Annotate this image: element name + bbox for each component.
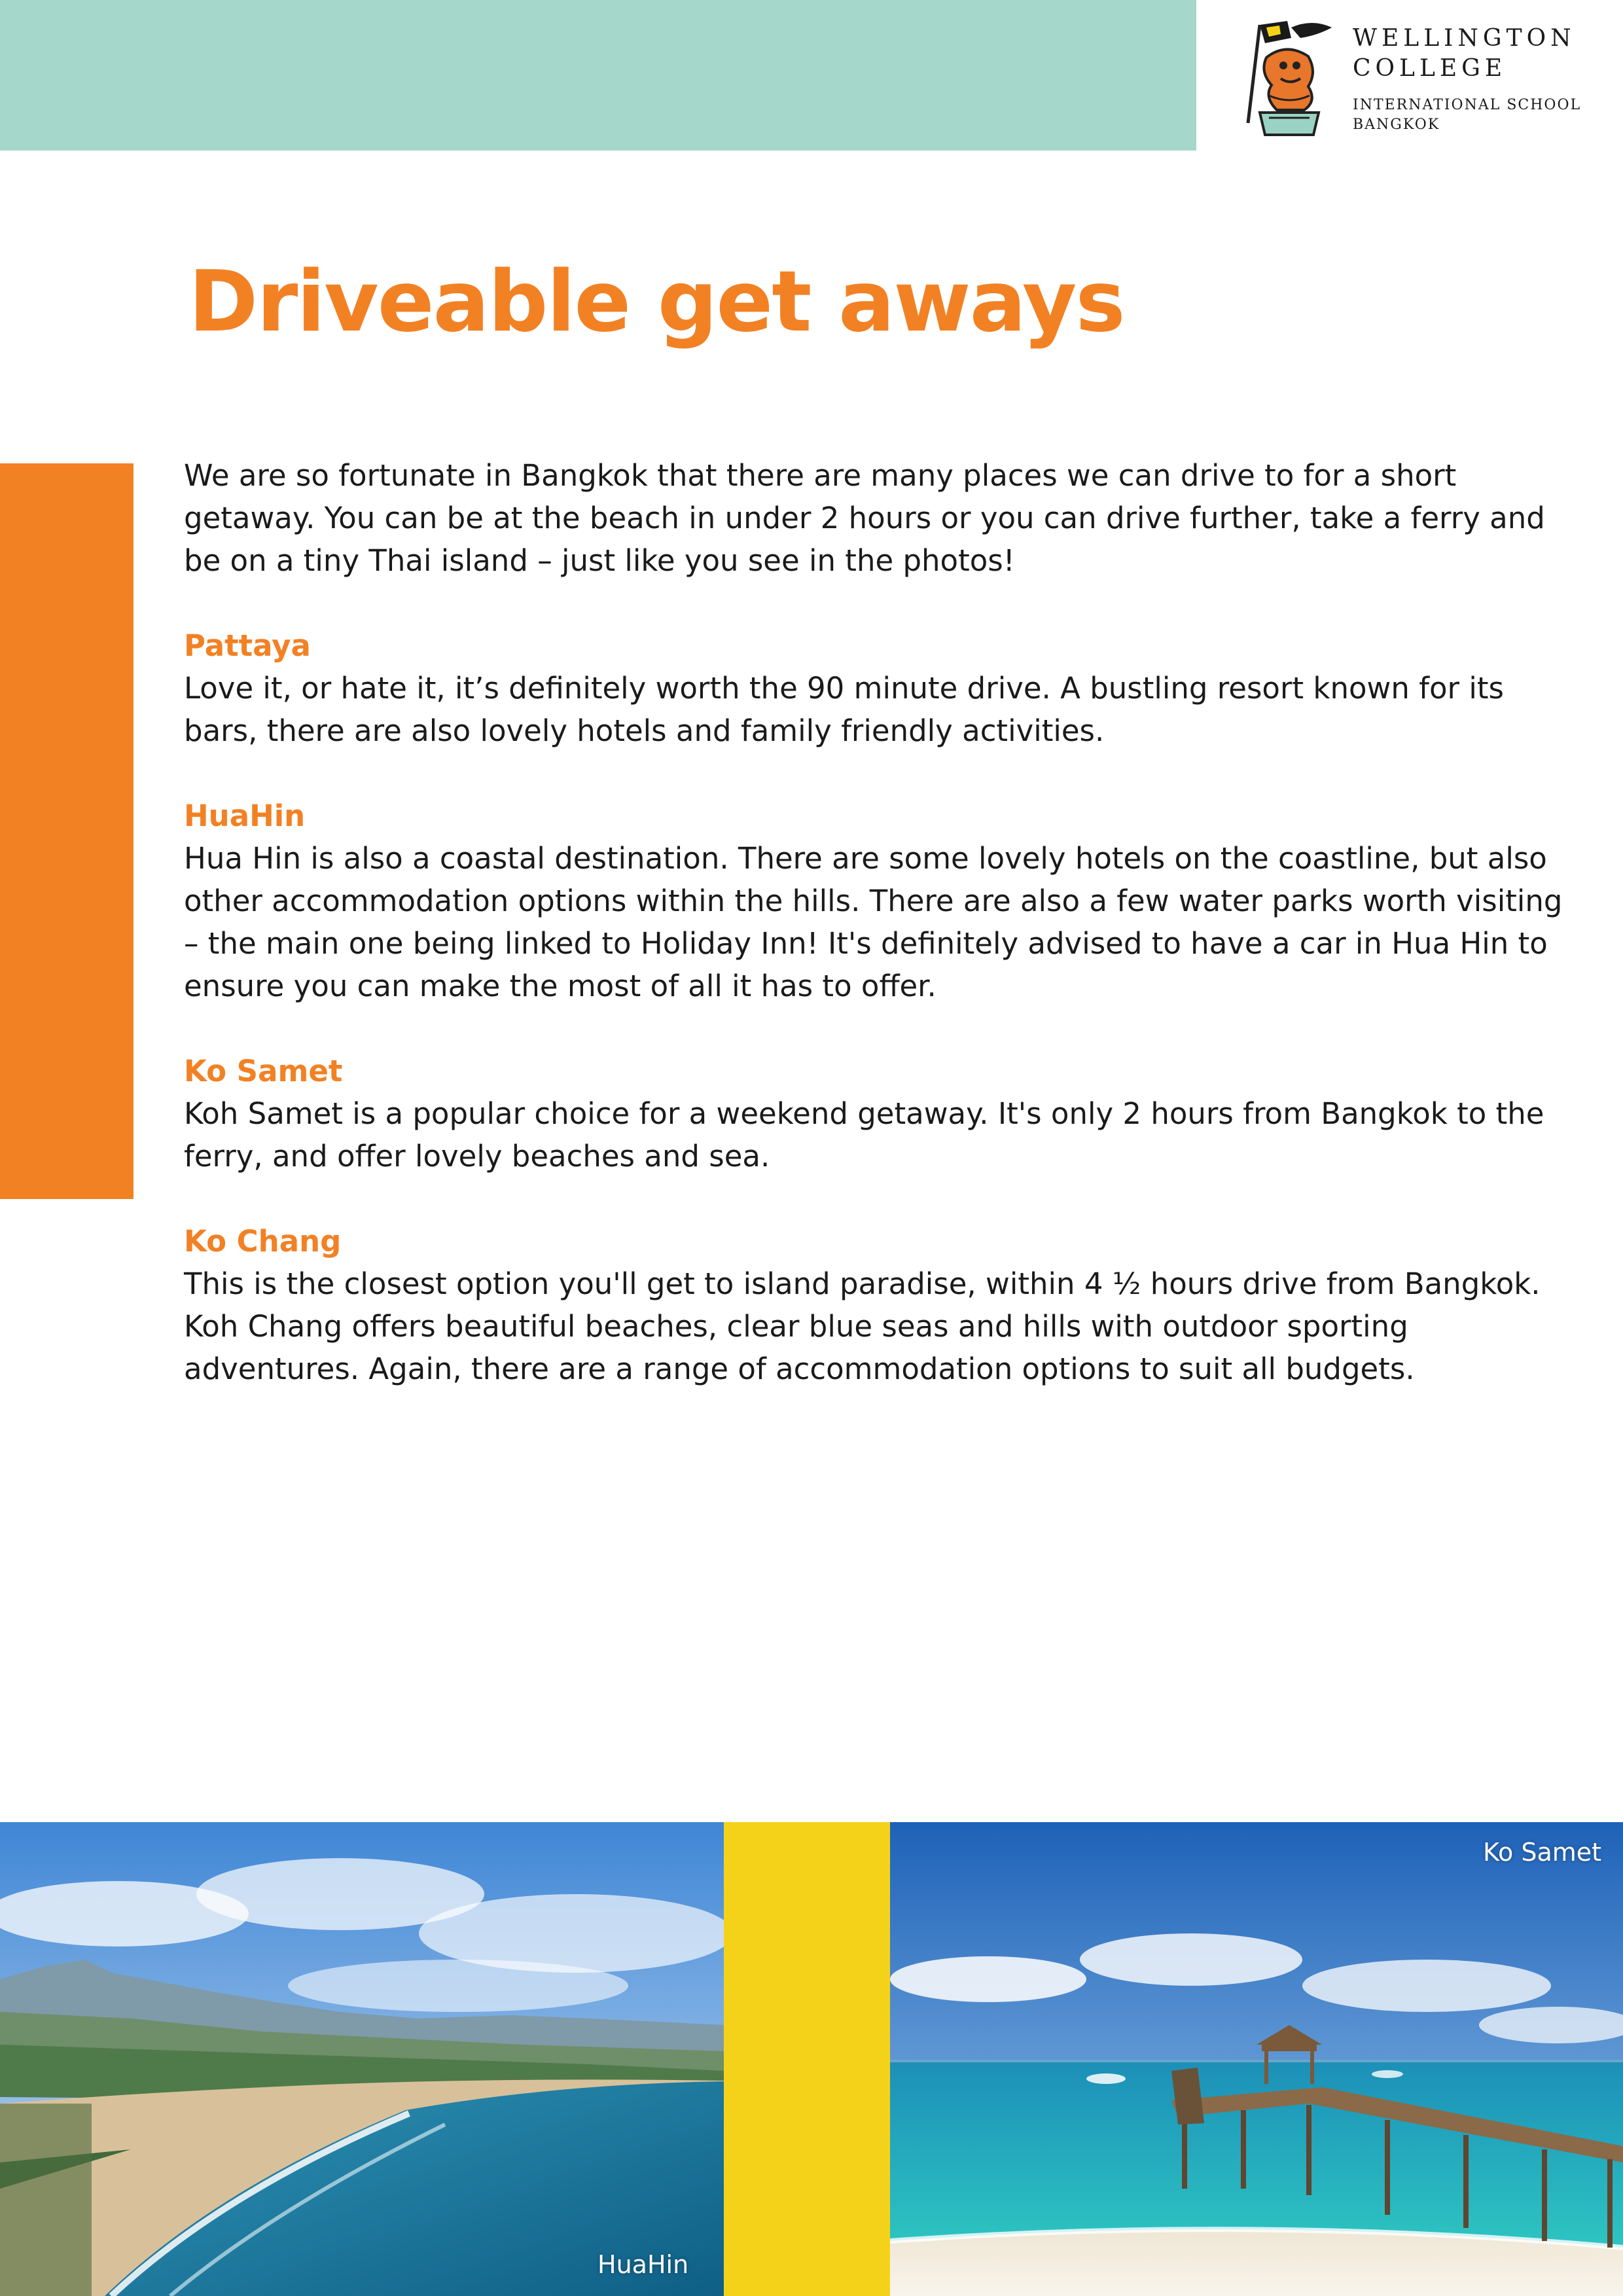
logo-sub-line2: BANGKOK (1353, 117, 1440, 133)
orange-side-bar (0, 463, 134, 1199)
section-heading: Pattaya (184, 628, 311, 663)
section-huahin (184, 795, 1584, 1007)
section-heading: HuaHin (184, 798, 306, 833)
intro-paragraph: We are so fortunate in Bangkok that there are many places we can drive to for a short getaway. You can be at the beach in under 2 hours or you can drive further, take a ferry and be on a tiny Thai island – just like you see in the photos! (184, 458, 1545, 578)
logo-wordmark (1353, 24, 1576, 84)
section-text: This is the closest option you'll get to island paradise, within 4 ½ hours drive from Bangkok. Koh Chang offers beautiful beaches, clear blue seas and hills with outdoor sporting adventures. Again, there are a range of accommodation options to suit all budgets. (184, 1266, 1541, 1386)
section-pattaya (184, 624, 1584, 752)
lion-crest-icon (1240, 18, 1338, 143)
logo-name-line1: WELLINGTON (1353, 25, 1576, 52)
logo-subtitle (1353, 96, 1581, 135)
ko-samet-caption: Ko Samet (1483, 1838, 1602, 1867)
section-text: Koh Samet is a popular choice for a weekend getaway. It's only 2 hours from Bangkok to the ferry, and offer lovely beaches and sea. (184, 1096, 1544, 1174)
section-text: Love it, or hate it, it’s definitely worth the 90 minute drive. A bustling resort known for its bars, there are also lovely hotels and family friendly activities. (184, 671, 1504, 748)
school-logo[interactable] (1240, 18, 1607, 143)
section-text: Hua Hin is also a coastal destination. There are some lovely hotels on the coastline, but also other accommodation options within the hills. There are also a few water parks worth visiting – the main one being linked to Holiday Inn! It's definitely advised to have a car in Hua Hin to ensure you can make the most of all it has to offer. (184, 841, 1563, 1003)
logo-name-line2: COLLEGE (1353, 55, 1507, 82)
huahin-photo (0, 1822, 724, 2296)
logo-sub-line1: INTERNATIONAL SCHOOL (1353, 97, 1582, 113)
page-title: Driveable get aways (188, 253, 1124, 351)
section-heading: Ko Chang (184, 1224, 342, 1259)
section-heading: Ko Samet (184, 1054, 343, 1088)
huahin-caption: HuaHin (597, 2250, 689, 2279)
article-body (184, 454, 1584, 1433)
yellow-divider (724, 1822, 890, 2296)
section-ko-samet (184, 1050, 1584, 1177)
ko-samet-photo (890, 1822, 1623, 2296)
header-band (0, 0, 1196, 151)
ko-samet-pier-image (890, 1822, 1623, 2296)
huahin-beach-image (0, 1822, 724, 2296)
section-ko-chang (184, 1220, 1584, 1390)
